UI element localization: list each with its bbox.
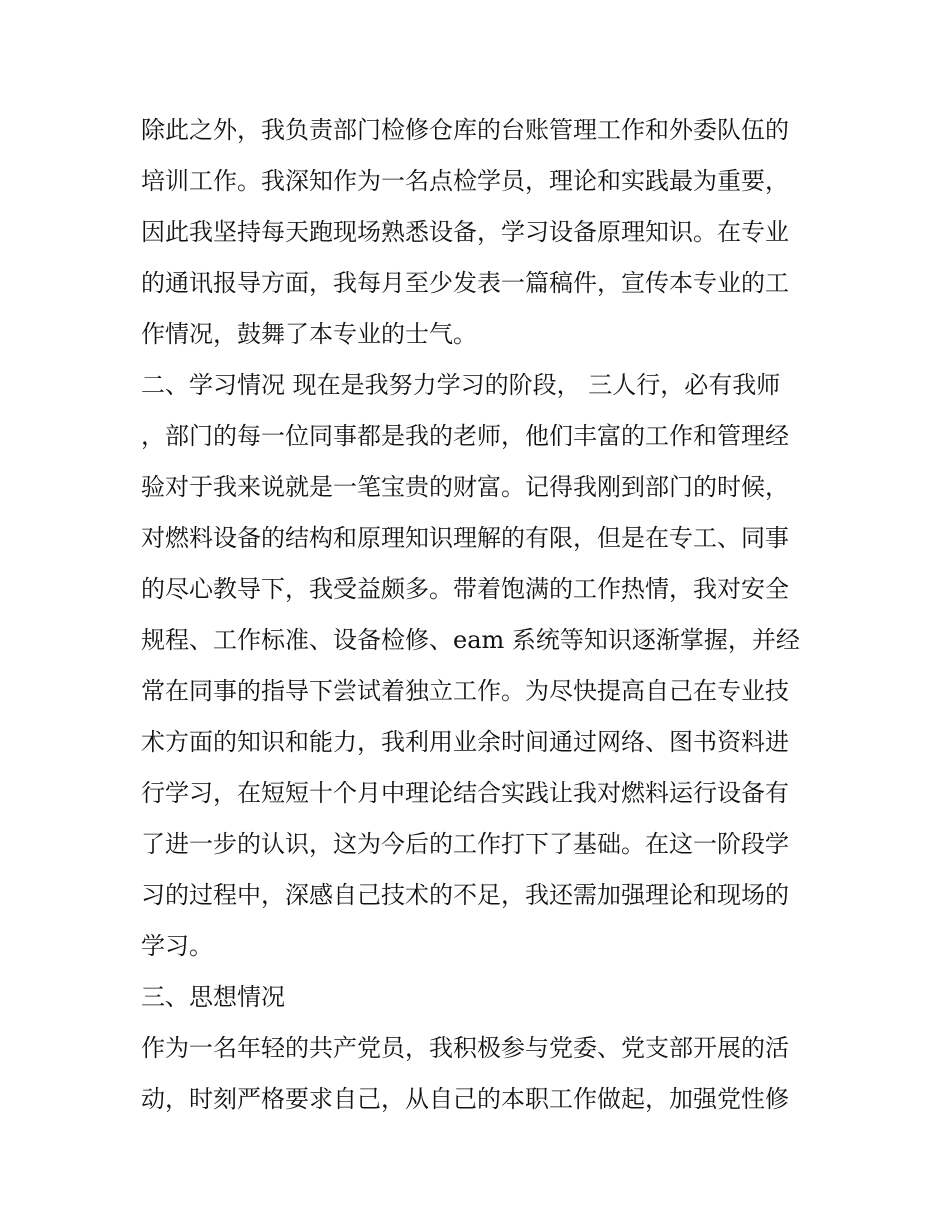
body-text <box>141 108 821 1128</box>
text-line: 动，时刻严格要求自己，从自己的本职工作做起，加强党性修 <box>141 1085 789 1113</box>
text-line: 验对于我来说就是一笔宝贵的财富。记得我刚到部门的时候， <box>141 473 789 501</box>
text-line: 除此之外，我负责部门检修仓库的台账管理工作和外委队伍的 <box>141 116 789 144</box>
section-heading-thought: 三、思想情况 <box>141 983 285 1011</box>
text-line: 常在同事的指导下尝试着独立工作。为尽快提高自己在专业技 <box>141 677 789 705</box>
text-line: 行学习，在短短十个月中理论结合实践让我对燃料运行设备有 <box>141 779 789 807</box>
text-line: 学习。 <box>141 932 213 960</box>
text-line: 术方面的知识和能力，我利用业余时间通过网络、图书资料进 <box>141 728 789 756</box>
text-line: 习的过程中，深感自己技术的不足，我还需加强理论和现场的 <box>141 881 789 909</box>
text-line: 对燃料设备的结构和原理知识理解的有限，但是在专工、同事 <box>141 524 789 552</box>
text-line: 规程、工作标准、设备检修、eam 系统等知识逐渐掌握，并经 <box>141 626 800 654</box>
text-line: 作情况，鼓舞了本专业的士气。 <box>141 320 477 348</box>
text-line: 的通讯报导方面，我每月至少发表一篇稿件，宣传本专业的工 <box>141 269 789 297</box>
text-line: 作为一名年轻的共产党员，我积极参与党委、党支部开展的活 <box>141 1034 789 1062</box>
text-line: ，部门的每一位同事都是我的老师，他们丰富的工作和管理经 <box>141 422 789 450</box>
text-line: 了进一步的认识，这为今后的工作打下了基础。在这一阶段学 <box>141 830 789 858</box>
section-heading-study: 二、学习情况 现在是我努力学习的阶段， 三人行，必有我师 <box>141 371 781 399</box>
text-line: 培训工作。我深知作为一名点检学员，理论和实践最为重要， <box>141 167 789 195</box>
text-line: 的尽心教导下，我受益颇多。带着饱满的工作热情，我对安全 <box>141 575 789 603</box>
text-line: 因此我坚持每天跑现场熟悉设备，学习设备原理知识。在专业 <box>141 218 789 246</box>
